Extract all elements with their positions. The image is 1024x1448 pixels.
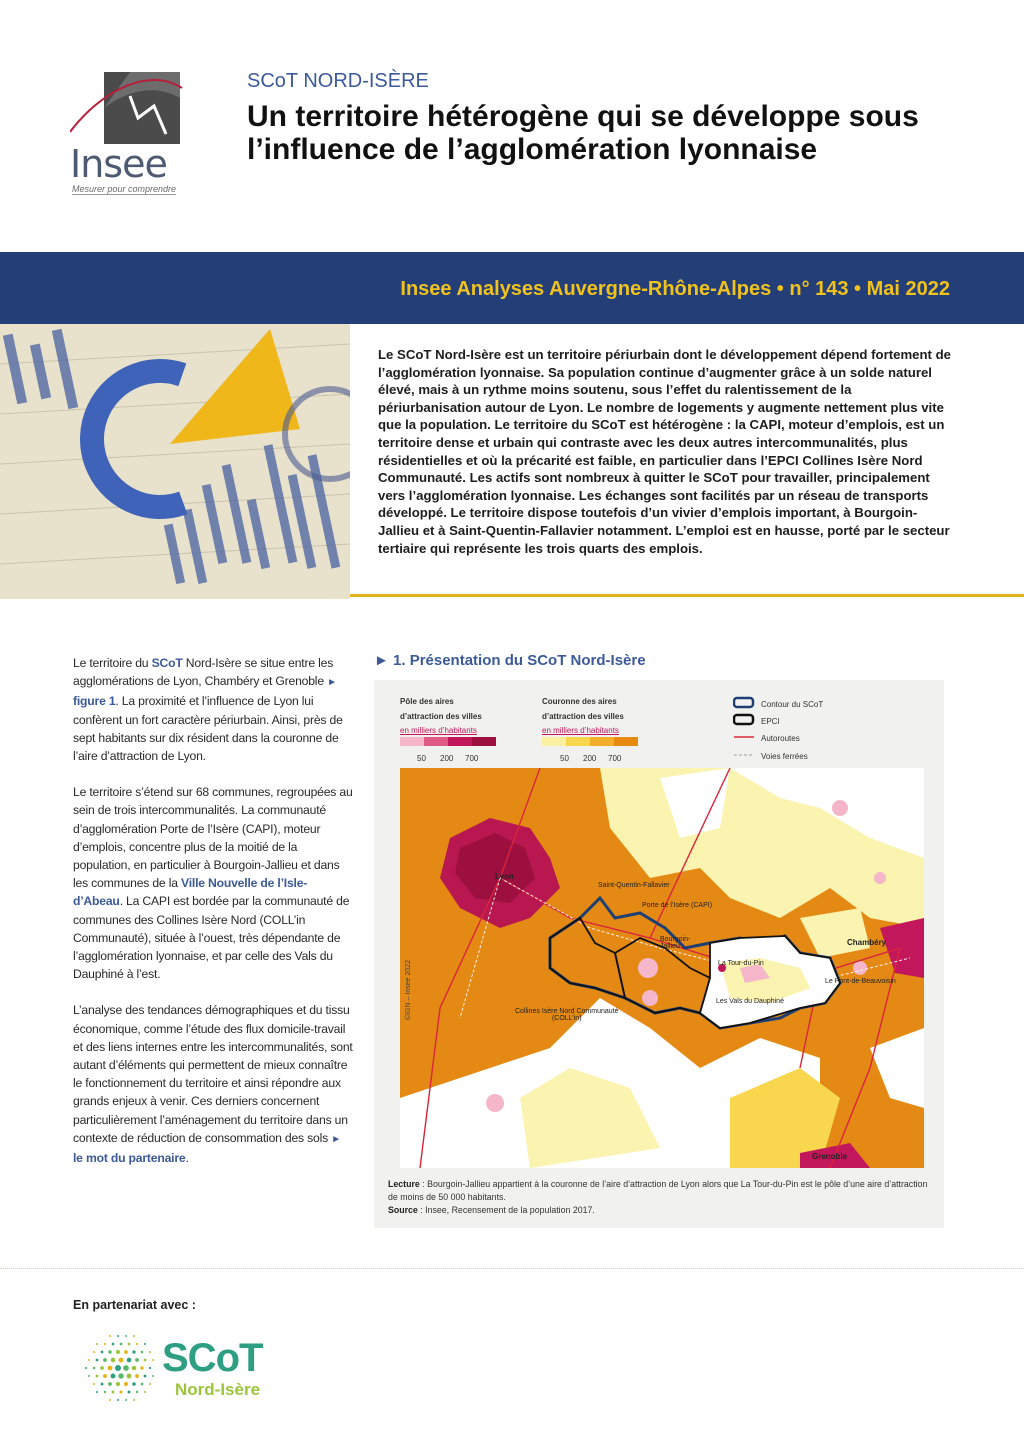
page-title: Un territoire hétérogène qui se développe sous l’influence de l’agglomération lyonnaise	[247, 100, 919, 166]
map-label-collines-line: Collines Isère Nord Communauté	[515, 1008, 619, 1015]
map-label-grenoble: Grenoble	[812, 1152, 848, 1161]
logo-dot	[109, 1335, 111, 1337]
logo-dot	[93, 1383, 95, 1385]
logo-dot	[118, 1357, 123, 1362]
logo-dot	[85, 1367, 87, 1369]
text-run: . La proximité et l’influence de Lyon lui confèrent un fort caractère périurbain. Ainsi, près de sept habitants sur dix résident dans la couronne de l’aire d’attraction de Lyon.	[73, 694, 343, 764]
body-paragraph-3	[73, 1001, 353, 1167]
legend-tick: 200	[440, 754, 454, 763]
map-label-collines-line: (COLL’in)	[551, 1015, 582, 1022]
logo-dot	[118, 1373, 123, 1378]
logo-dot	[88, 1359, 90, 1361]
logo-dot	[149, 1367, 151, 1369]
logo-dot	[149, 1351, 151, 1353]
map-label-la-tour-du-pin: La Tour-du-Pin	[718, 960, 764, 967]
logo-dot	[117, 1399, 119, 1401]
body-column	[73, 654, 353, 1185]
logo-dot	[115, 1365, 121, 1371]
text-run: L’analyse des tendances démographiques et du tissu économique, comme l’étude des flux domicile-travail et des liens internes entre les intercommunalités, sont autant d’éléments qui permettent de mieux connaître le fonctionnement du territoire et ainsi répondre aux grands enjeux à venir. Ces derniers concernent particulièrement l’aménagement du territoire dans un contexte de réduction de consommation des sols	[73, 1003, 353, 1145]
legend-pole-title	[400, 694, 482, 724]
logo-dot	[144, 1391, 146, 1393]
scot-logo-word: SCoT	[162, 1336, 263, 1380]
legend-tick: 700	[608, 754, 622, 763]
text-run: Le territoire du	[73, 656, 152, 670]
logo-dot	[101, 1383, 104, 1386]
logo-dot	[93, 1351, 95, 1353]
logo-dot	[127, 1358, 132, 1363]
legend-tick: 700	[465, 754, 479, 763]
lecture-label: Lecture	[388, 1179, 420, 1189]
scot-dots-logo-icon	[80, 1330, 162, 1408]
logo-dot	[104, 1343, 106, 1345]
logo-dot	[132, 1366, 137, 1371]
map-label-capi: Porte de l’Isère (CAPI)	[642, 902, 713, 909]
logo-dot	[128, 1343, 131, 1346]
map-label-collines	[515, 1008, 619, 1022]
logo-dot	[124, 1350, 128, 1354]
legend-pole-swatch	[400, 737, 424, 746]
map-label-chambery: Chambéry	[847, 938, 887, 947]
logo-dot	[88, 1375, 90, 1377]
logo-dot	[136, 1391, 138, 1393]
logo-dot	[96, 1359, 99, 1362]
footer-divider	[0, 1268, 1024, 1269]
logo-dot	[127, 1374, 132, 1379]
logo-dot	[128, 1391, 131, 1394]
legend-scot-outline: Contour du SCoT	[761, 700, 824, 709]
text-run: Nord-Isère se situe entre les agglomérations de Lyon, Chambéry et Grenoble	[73, 656, 334, 689]
logo-dot	[133, 1399, 135, 1401]
logo-dot	[141, 1351, 144, 1354]
logo-dot	[104, 1391, 106, 1393]
logo-dot	[111, 1358, 116, 1363]
legend-pole-swatch	[472, 737, 496, 746]
logo-dot	[96, 1343, 98, 1345]
legend-pole-swatch	[424, 737, 448, 746]
insee-wordmark: Insee	[70, 142, 167, 186]
legend-line-symbols	[733, 696, 755, 766]
legend-couronne-swatch	[566, 737, 590, 746]
logo-dot	[125, 1399, 127, 1401]
legend-tick: 50	[417, 754, 426, 763]
legend-highways: Autoroutes	[761, 734, 800, 743]
logo-dot	[109, 1399, 111, 1401]
legend-couronne-swatch	[542, 737, 566, 746]
logo-dot	[144, 1343, 146, 1345]
body-paragraph-1	[73, 654, 353, 765]
logo-dot	[120, 1343, 123, 1346]
logo-dot	[141, 1383, 144, 1386]
ville-nouvelle-link[interactable]: Ville Nouvelle de l’Isle-d’Abeau	[73, 876, 308, 909]
map-credit: ©IGN – Insee 2022	[405, 959, 412, 1020]
body-paragraph-2	[73, 783, 353, 983]
figure-source	[388, 1204, 933, 1217]
scot-link[interactable]: SCoT	[151, 656, 183, 670]
legend-couronne-title-line: Couronne des aires	[542, 697, 617, 706]
logo-dot	[152, 1359, 154, 1361]
logo-dot	[152, 1375, 154, 1377]
text-run: . La CAPI est bordée par la communauté de communes des Collines Isère Nord (COLL’in Communauté), située à l’ouest, très dépendante de l’agglomération lyonnaise, et par celle des Vals du Dauphiné à l’est.	[73, 894, 350, 982]
map-scot-nord-isere	[400, 768, 924, 1168]
logo-dot	[136, 1343, 138, 1345]
insee-tagline: Mesurer pour comprendre	[72, 184, 177, 194]
legend-pole-swatch	[448, 737, 472, 746]
logo-dot	[103, 1358, 107, 1362]
figure-note	[388, 1178, 933, 1217]
legend-pole-title-line: d’attraction des villes	[400, 712, 482, 721]
legend-epci: EPCI	[761, 717, 780, 726]
logo-dot	[103, 1374, 107, 1378]
logo-dot	[124, 1382, 128, 1386]
logo-dot	[144, 1375, 147, 1378]
logo-dot	[116, 1382, 120, 1386]
legend-pole-title-line: Pôle des aires	[400, 697, 454, 706]
logo-dot	[133, 1335, 135, 1337]
logo-dot	[96, 1375, 99, 1378]
logo-dot	[112, 1343, 115, 1346]
source-text: : Insee, Recensement de la population 2017.	[417, 1205, 595, 1215]
logo-dot	[108, 1350, 112, 1354]
logo-dot	[135, 1358, 139, 1362]
logo-dot	[112, 1391, 115, 1394]
logo-dot	[140, 1366, 143, 1369]
abstract-divider	[350, 594, 1024, 597]
logo-dot	[96, 1391, 98, 1393]
logo-dot	[108, 1366, 113, 1371]
logo-dot	[132, 1350, 135, 1353]
map-label-vals: Les Vals du Dauphiné	[716, 998, 784, 1005]
legend-tick: 200	[583, 754, 597, 763]
legend-couronne-title	[542, 694, 624, 724]
arrow-right-icon: ►	[327, 677, 337, 689]
figure-title: ► 1. Présentation du SCoT Nord-Isère	[374, 652, 646, 669]
map-label-pont: Le Pont-de-Beauvoisin	[825, 978, 896, 985]
map-label-sqf: Saint-Quentin-Fallavier	[598, 882, 670, 889]
figure-1-link[interactable]: figure 1	[73, 694, 116, 709]
logo-dot	[144, 1359, 147, 1362]
logo-dot	[117, 1335, 119, 1337]
logo-dot	[93, 1367, 96, 1370]
arrow-right-icon: ►	[331, 1133, 341, 1145]
text-run: .	[185, 1151, 189, 1166]
scot-logo-sub: Nord-Isère	[175, 1380, 261, 1399]
abstract-text: Le SCoT Nord-Isère est un territoire périurbain dont le développement dépend fortement de l’agglomération lyonnaise. Sa population continue d’augmenter grâce à un solde naturel élevé, mais à un rythme moins soutenu, sous l’effet du ralentissement de la périurbanisation autour de Lyon. Le nombre de logements y augmente nettement plus vite que la population. Le territoire du SCoT est hétérogène : la CAPI, moteur d’emplois, est un territoire dense et urbain qui contraste avec les deux autres intercommunalités, plus résidentielles et où la précarité est faible, en particulier dans l’EPCI Collines Isère Nord Communauté. Les actifs sont nombreux à quitter le SCoT pour travailler, principalement vers l’agglomération lyonnaise. Les échanges sont facilités par un réseau de transports développé. Le territoire dispose toutefois d’un vivier d’emplois important, à Bourgoin-Jallieu et à Saint-Quentin-Fallavier notamment. L’emploi est en hausse, porté par le secteur tertiaire qui représente les trois quarts des emplois.	[378, 347, 952, 556]
lecture-text: : Bourgoin-Jallieu appartient à la couronne de l’aire d’attraction de Lyon alors que La Tour-du-Pin est le pôle d’une aire d’attraction de moins de 50 000 habitants.	[388, 1179, 928, 1202]
logo-dot	[132, 1382, 136, 1386]
logo-dot	[135, 1374, 139, 1378]
source-label: Source	[388, 1205, 418, 1215]
logo-dot	[100, 1366, 104, 1370]
hero-illustration	[0, 324, 350, 599]
legend-pole-unit: en milliers d’habitants	[400, 726, 477, 735]
text-run: Le territoire s’étend sur 68 communes, regroupées au sein de trois intercommunalités. La communauté d’agglomération Porte de l’Isère (CAPI), moteur d’emplois, concentre plus de la moitié de la population, en particulier à Bourgoin-Jallieu et dans les communes de la	[73, 785, 353, 891]
legend-couronne-swatch	[590, 737, 614, 746]
legend-couronne-swatch	[614, 737, 638, 746]
legend-railways: Voies ferrées	[761, 752, 808, 761]
legend-tick: 50	[560, 754, 569, 763]
logo-dot	[123, 1365, 129, 1371]
logo-dot	[108, 1382, 112, 1386]
map-label-lyon: Lyon	[495, 872, 514, 881]
legend-couronne-unit: en milliers d’habitants	[542, 726, 619, 735]
logo-dot	[116, 1350, 120, 1354]
logo-dot	[149, 1383, 151, 1385]
logo-dot	[101, 1351, 104, 1354]
eyebrow: SCoT NORD-ISÈRE	[247, 70, 429, 92]
publication-reference: Insee Analyses Auvergne-Rhône-Alpes • n° 143 • Mai 2022	[400, 278, 950, 300]
partner-label: En partenariat avec :	[73, 1298, 196, 1312]
logo-dot	[125, 1335, 127, 1337]
partner-word-link[interactable]: le mot du partenaire	[73, 1151, 186, 1166]
figure-lecture	[388, 1178, 933, 1204]
logo-dot	[111, 1374, 116, 1379]
map-label-bourgoin: Bourgoin-Jallieu	[660, 936, 691, 950]
logo-dot	[119, 1390, 122, 1393]
legend-couronne-title-line: d’attraction des villes	[542, 712, 624, 721]
